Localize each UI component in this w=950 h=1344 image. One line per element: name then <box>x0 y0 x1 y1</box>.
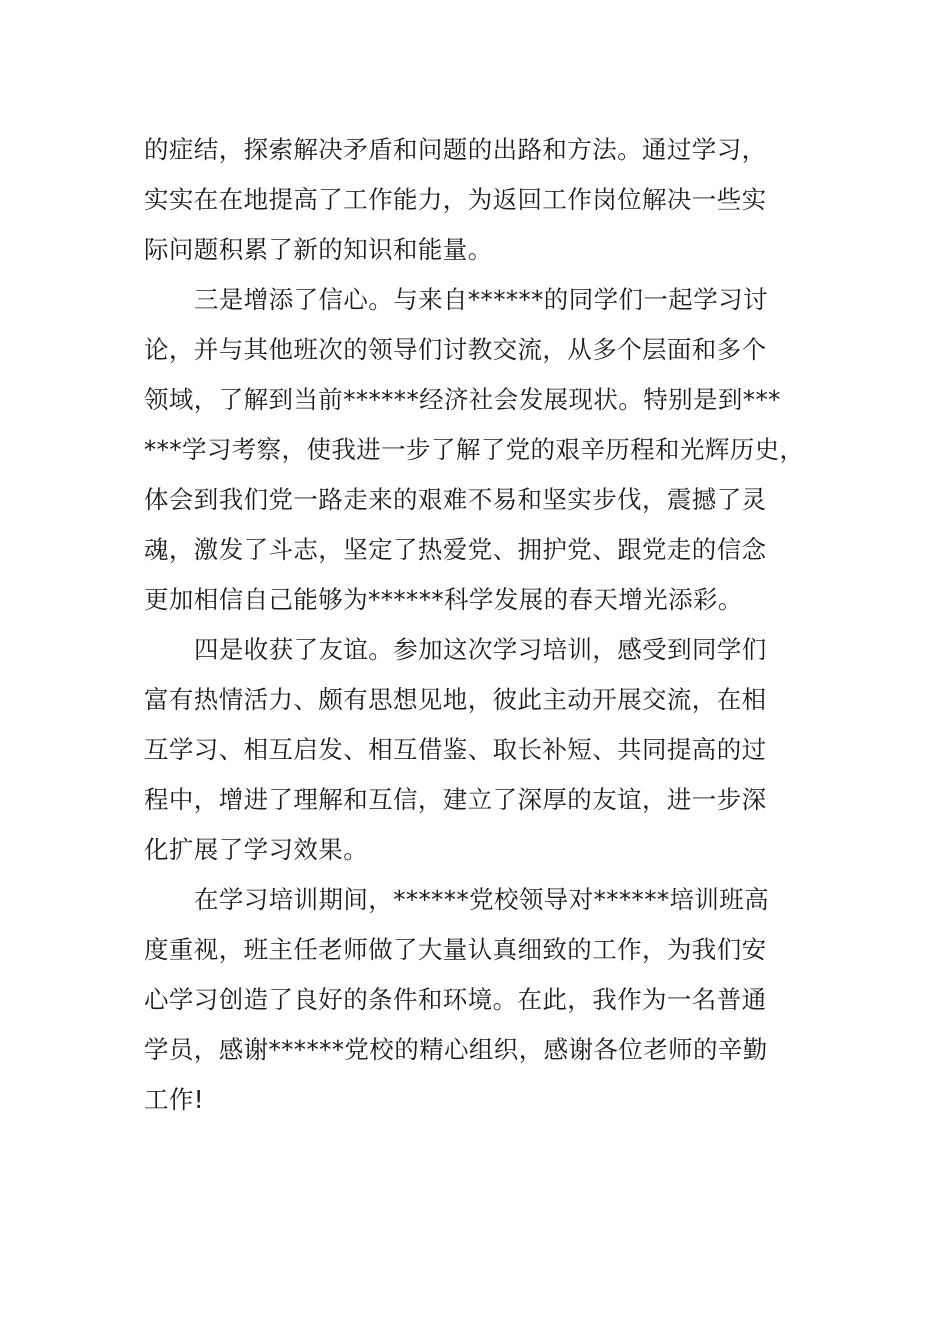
text-line: 际问题积累了新的知识和能量。 <box>144 235 493 264</box>
text-line: 魂，激发了斗志，坚定了热爱党、拥护党、跟党走的信念 <box>144 535 767 564</box>
text-line: ***学习考察，使我进一步了解了党的艰辛历程和光辉历史， <box>144 435 805 464</box>
text-line: 学员，感谢******党校的精心组织，感谢各位老师的辛勤 <box>144 1035 768 1064</box>
text-line: 的症结，探索解决矛盾和问题的出路和方法。通过学习， <box>144 135 767 164</box>
text-line: 论，并与其他班次的领导们讨教交流，从多个层面和多个 <box>144 335 767 364</box>
text-line: 度重视，班主任老师做了大量认真细致的工作，为我们安 <box>144 935 767 964</box>
text-line: 实实在在地提高了工作能力，为返回工作岗位解决一些实 <box>144 185 767 214</box>
text-line: 化扩展了学习效果。 <box>144 835 369 864</box>
text-line: 更加相信自己能够为******科学发展的春天增光添彩。 <box>144 585 743 614</box>
text-line: 四是收获了友谊。参加这次学习培训，感受到同学们 <box>194 635 767 664</box>
text-line: 富有热情活力、颇有思想见地，彼此主动开展交流，在相 <box>144 685 767 714</box>
text-line: 体会到我们党一路走来的艰难不易和坚实步伐，震撼了灵 <box>144 485 767 514</box>
text-line: 互学习、相互启发、相互借鉴、取长补短、共同提高的过 <box>144 735 767 764</box>
text-line: 三是增添了信心。与来自******的同学们一起学习讨 <box>194 285 768 314</box>
text-line: 心学习创造了良好的条件和环境。在此，我作为一名普通 <box>144 985 767 1014</box>
text-line: 程中，增进了理解和互信，建立了深厚的友谊，进一步深 <box>144 785 767 814</box>
text-line: 工作! <box>144 1085 205 1114</box>
text-line: 领域，了解到当前******经济社会发展现状。特别是到*** <box>144 385 781 414</box>
text-line: 在学习培训期间，******党校领导对******培训班高 <box>194 885 770 914</box>
